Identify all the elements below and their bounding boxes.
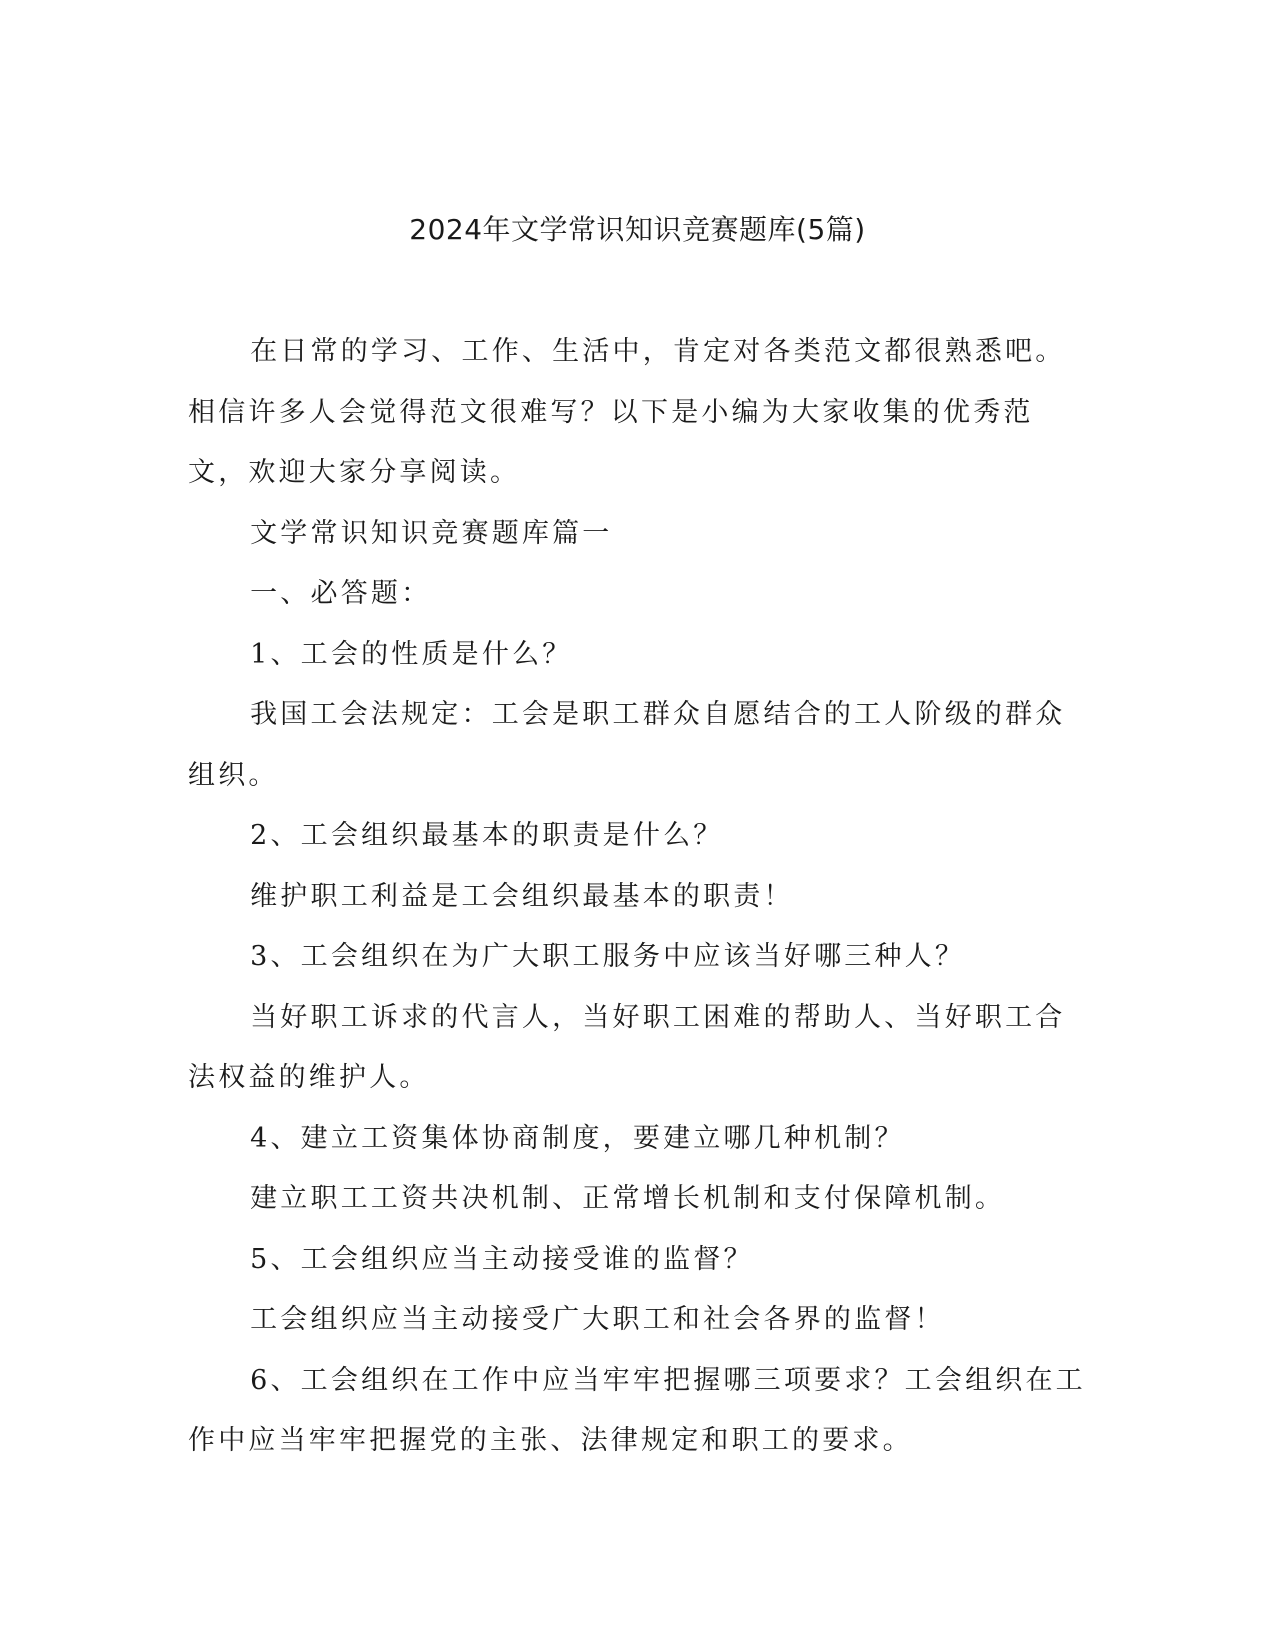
question-3: 3、工会组织在为广大职工服务中应该当好哪三种人？ — [250, 941, 966, 972]
question-2: 2、工会组织最基本的职责是什么？ — [250, 820, 724, 851]
answer-5: 工会组织应当主动接受广大职工和社会各界的监督！ — [250, 1304, 945, 1335]
question-4: 4、建立工资集体协商制度，要建立哪几种机制？ — [250, 1122, 905, 1154]
subsection-heading: 一、必答题： — [250, 578, 432, 609]
section-heading: 文学常识知识竞赛题库篇一 — [250, 517, 613, 549]
question-1: 1、工会的性质是什么？ — [250, 638, 573, 670]
answer-2: 维护职工利益是工会组织最基本的职责！ — [250, 880, 794, 912]
question-5: 5、工会组织应当主动接受谁的监督？ — [250, 1243, 754, 1275]
answer-3: 当好职工诉求的代言人，当好职工困难的帮助人、当好职工合法权益的维护人。 — [188, 1001, 1066, 1093]
intro-paragraph: 在日常的学习、工作、生活中，肯定对各类范文都很熟悉吧。相信许多人会觉得范文很难写？以下是小编为大家收集的优秀范文，欢迎大家分享阅读。 — [188, 336, 1066, 488]
answer-4: 建立职工工资共决机制、正常增长机制和支付保障机制。 — [250, 1183, 1006, 1214]
question-6: 6、工会组织在工作中应当牢牢把握哪三项要求？工会组织在工作中应当牢牢把握党的主张、法律规定和职工的要求。 — [188, 1364, 1086, 1456]
answer-1: 我国工会法规定：工会是职工群众自愿结合的工人阶级的群众组织。 — [188, 699, 1066, 791]
document-title: 2024年文学常识知识竞赛题库(5篇) — [409, 213, 866, 246]
document-body — [188, 322, 1088, 1472]
